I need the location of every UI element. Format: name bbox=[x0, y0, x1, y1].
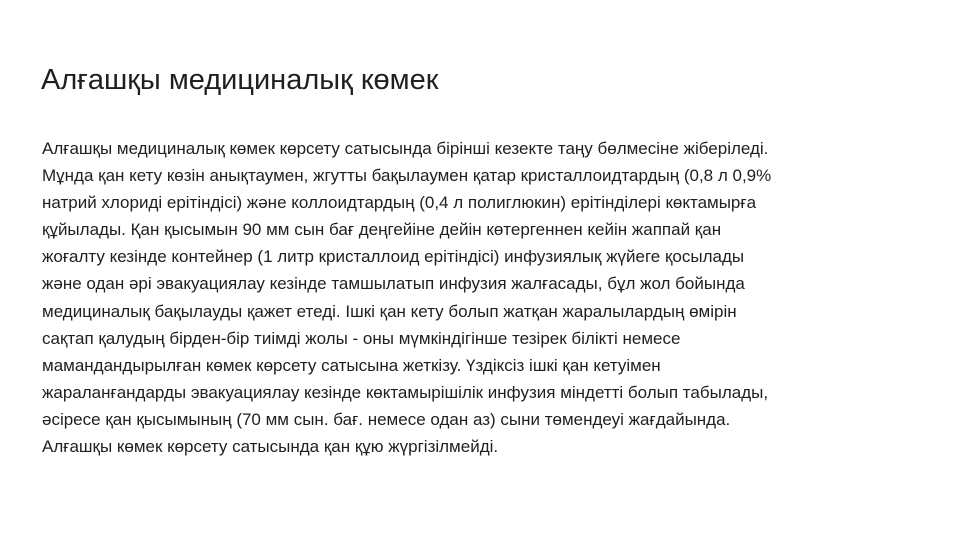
body-line: әсіресе қан қысымының (70 мм сын. бағ. немесе одан аз) сыни төмендеуі жағдайында. bbox=[42, 409, 731, 429]
body-line: және одан әрі эвакуациялау кезінде тамшылатып инфузия жалғасады, бұл жол бойында bbox=[42, 274, 745, 294]
body-line: құйылады. Қан қысымын 90 мм сын бағ деңгейіне дейін көтергеннен кейін жаппай қан bbox=[42, 220, 722, 240]
slide-title: Алғашқы медициналық көмек bbox=[41, 64, 439, 96]
body-line: сақтап қалудың бірден-бір тиімді жолы - оны мүмкіндігінше тезірек білікті немесе bbox=[42, 328, 681, 348]
body-line: Мұнда қан кету көзін анықтаумен, жгутты бақылаумен қатар кристаллоидтардың (0,8 л 0,9% bbox=[42, 166, 772, 186]
body-line: натрий хлориді ерітіндісі) және коллоидтардың (0,4 л полиглюкин) ерітінділері көктамырға bbox=[42, 193, 757, 213]
body-line: медициналық бақылауды қажет етеді. Ішкі қан кету болып жатқан жаралылардың өмірін bbox=[42, 301, 737, 321]
body-line: жараланғандарды эвакуациялау кезінде көктамырішілік инфузия міндетті болып табылады, bbox=[42, 382, 769, 402]
body-line: Алғашқы медициналық көмек көрсету сатысында бірінші кезекте таңу бөлмесіне жіберіледі. bbox=[42, 139, 769, 158]
body-line: мамандандырылған көмек көрсету сатысына жеткізу. Үздіксіз ішкі қан кетуімен bbox=[42, 355, 661, 375]
body-line: Алғашқы көмек көрсету сатысында қан құю жүргізілмейді. bbox=[42, 437, 499, 457]
slide-body bbox=[42, 135, 942, 460]
body-line: жоғалту кезінде контейнер (1 литр кристаллоид ерітіндісі) инфузиялық жүйеге қосылады bbox=[42, 247, 745, 267]
